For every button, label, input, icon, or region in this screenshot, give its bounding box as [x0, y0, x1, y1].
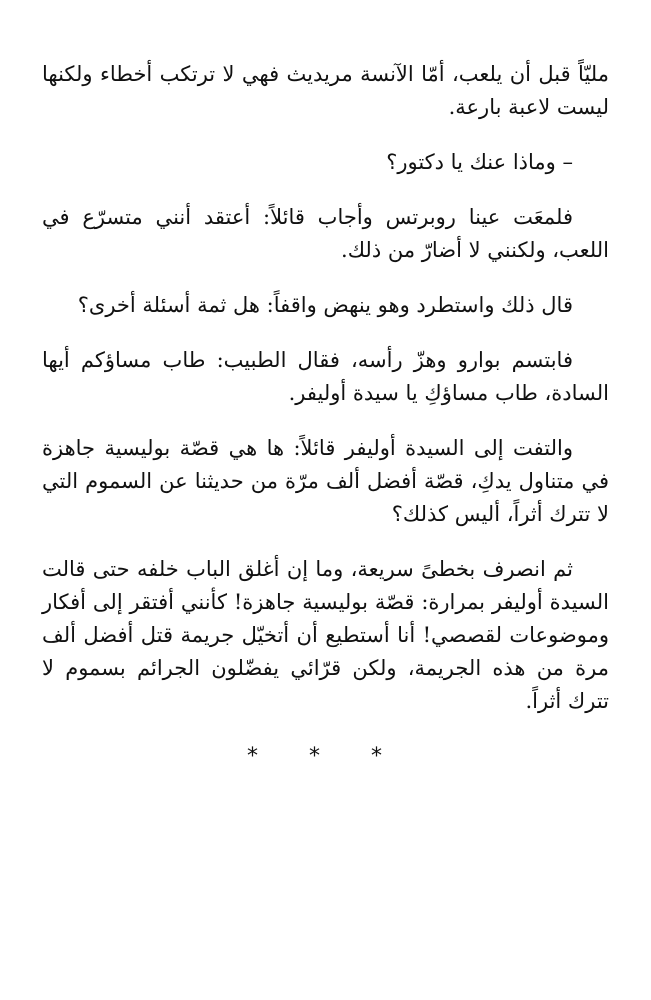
paragraph-dialog-question: – وماذا عنك يا دكتور؟ [386, 150, 573, 174]
paragraph-continuation: مليّاً قبل أن يلعب، أمّا الآنسة مريديث فهي لا ترتكب أخطاء ولكنها ليست لاعبة بارعة. [42, 62, 609, 119]
paragraph-goodnight: فابتسم بوارو وهزّ رأسه، فقال الطبيب: طاب مساؤكم أيها السادة، طاب مساؤكِ يا سيدة أوليفر. [42, 348, 609, 405]
paragraph-mrs-oliver: ثم انصرف بخطىً سريعة، وما إن أغلق الباب خلفه حتى قالت السيدة أوليفر بمرارة: قصّة بوليسية جاهزة! كأنني أفتقر إلى أفكار وموضوعات لقصصي! أنا أستطيع أن أتخيّل جريمة قتل أفضل ألف مرة من هذه الجريمة، ولكن قرّائي يفضّلون الجرائم بسموم لا تترك أثراً. [42, 557, 609, 713]
book-page [42, 58, 609, 773]
paragraph-more-questions: قال ذلك واستطرد وهو ينهض واقفاً: هل ثمة أسئلة أخرى؟ [77, 293, 573, 317]
paragraph-detective-story: والتفت إلى السيدة أوليفر قائلاً: ها هي قصّة بوليسية جاهزة في متناول يدكِ، قصّة أفضل ألف مرّة من حديثنا عن السموم التي لا تترك أثراً، أليس كذلك؟ [42, 436, 609, 526]
section-separator: * * * [247, 744, 404, 769]
paragraph-roberts-answer: فلمعَت عينا روبرتس وأجاب قائلاً: أعتقد أنني متسرّع في اللعب، ولكنني لا أضارّ من ذلك. [42, 205, 609, 262]
